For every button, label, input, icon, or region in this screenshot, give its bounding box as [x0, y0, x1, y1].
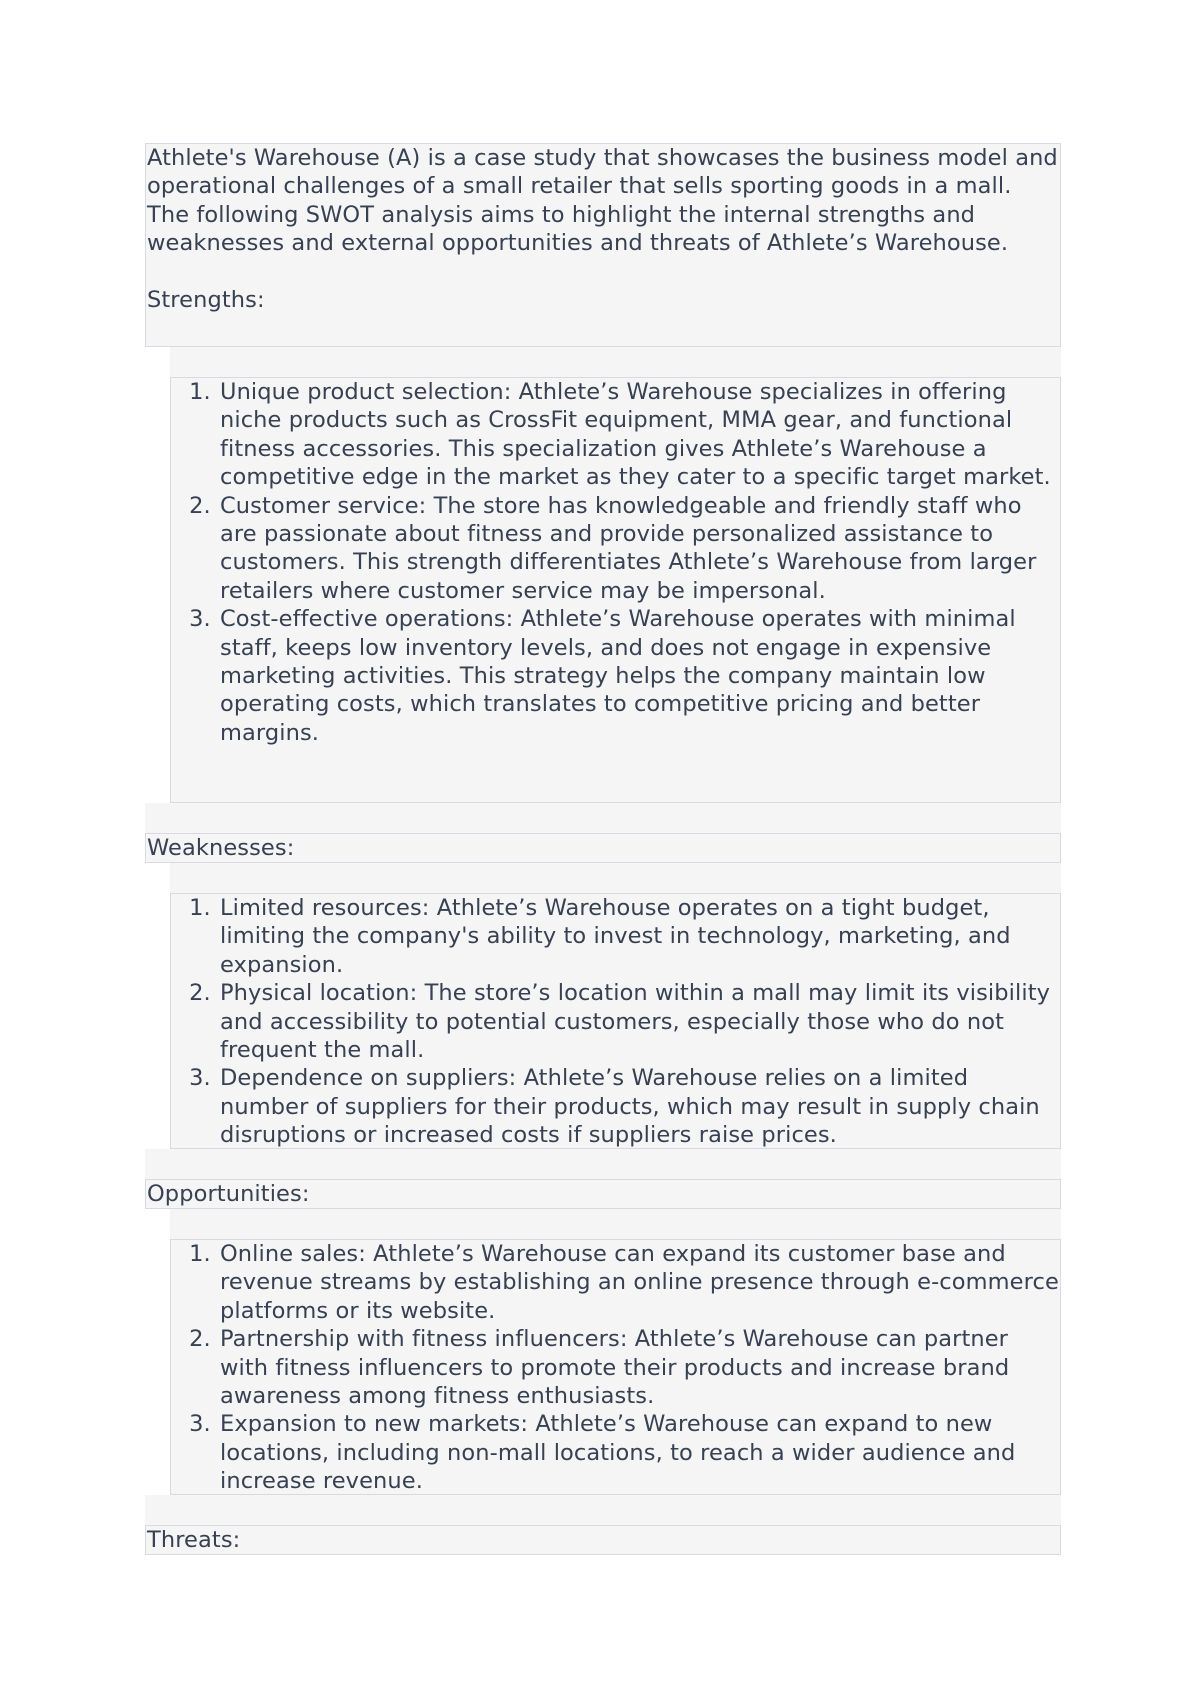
list-item: 1. Online sales: Athlete’s Warehouse can expand its customer base and revenue streams by establishing an online presence through e-commerce platforms or its website. — [218, 1240, 1060, 1325]
weaknesses-heading: Weaknesses: — [145, 833, 1061, 863]
weaknesses-list — [171, 894, 1060, 1150]
threats-heading: Threats: — [145, 1525, 1061, 1555]
spacer — [170, 1209, 1061, 1239]
strengths-heading: Strengths: — [147, 286, 265, 313]
list-item: 2. Customer service: The store has knowledgeable and friendly staff who are passionate about fitness and provide personalized assistance to customers. This strength differentiates Athlete’s Warehouse from larger retailers where customer service may be impersonal. — [218, 492, 1060, 606]
list-item: 3. Expansion to new markets: Athlete’s Warehouse can expand to new locations, including non-mall locations, to reach a wider audience and increase revenue. — [218, 1410, 1060, 1495]
intro-paragraph: Athlete's Warehouse (A) is a case study that showcases the business model and operational challenges of a small retailer that sells sporting goods in a mall. The following SWOT analysis aims to highlight the internal strengths and weaknesses and external opportunities and threats of Athlete’s Warehouse. — [147, 145, 1058, 257]
opportunities-list — [171, 1240, 1060, 1496]
list-item: 2. Partnership with fitness influencers: Athlete’s Warehouse can partner with fitness influencers to promote their products and increase brand awareness among fitness enthusiasts. — [218, 1325, 1060, 1410]
intro-block — [145, 143, 1061, 347]
list-item: 2. Physical location: The store’s location within a mall may limit its visibility and accessibility to potential customers, especially those who do not frequent the mall. — [218, 979, 1060, 1064]
list-item: 1. Limited resources: Athlete’s Warehouse operates on a tight budget, limiting the company's ability to invest in technology, marketing, and expansion. — [218, 894, 1060, 979]
strengths-list — [171, 378, 1060, 747]
list-item: 3. Cost-effective operations: Athlete’s Warehouse operates with minimal staff, keeps low inventory levels, and does not engage in expensive marketing activities. This strategy helps the company maintain low operating costs, which translates to competitive pricing and better margins. — [218, 605, 1060, 747]
spacer — [145, 1495, 1061, 1525]
strengths-list-block — [170, 377, 1061, 803]
opportunities-list-block — [170, 1239, 1061, 1495]
spacer — [170, 347, 1061, 377]
spacer — [145, 1149, 1061, 1179]
opportunities-heading: Opportunities: — [145, 1179, 1061, 1209]
list-item: 1. Unique product selection: Athlete’s Warehouse specializes in offering niche products such as CrossFit equipment, MMA gear, and functional fitness accessories. This specialization gives Athlete’s Warehouse a competitive edge in the market as they cater to a specific target market. — [218, 378, 1060, 492]
list-item: 3. Dependence on suppliers: Athlete’s Warehouse relies on a limited number of suppliers for their products, which may result in supply chain disruptions or increased costs if suppliers raise prices. — [218, 1064, 1060, 1149]
spacer — [145, 803, 1061, 833]
spacer — [170, 863, 1061, 893]
document-page — [145, 143, 1061, 1555]
weaknesses-list-block — [170, 893, 1061, 1149]
